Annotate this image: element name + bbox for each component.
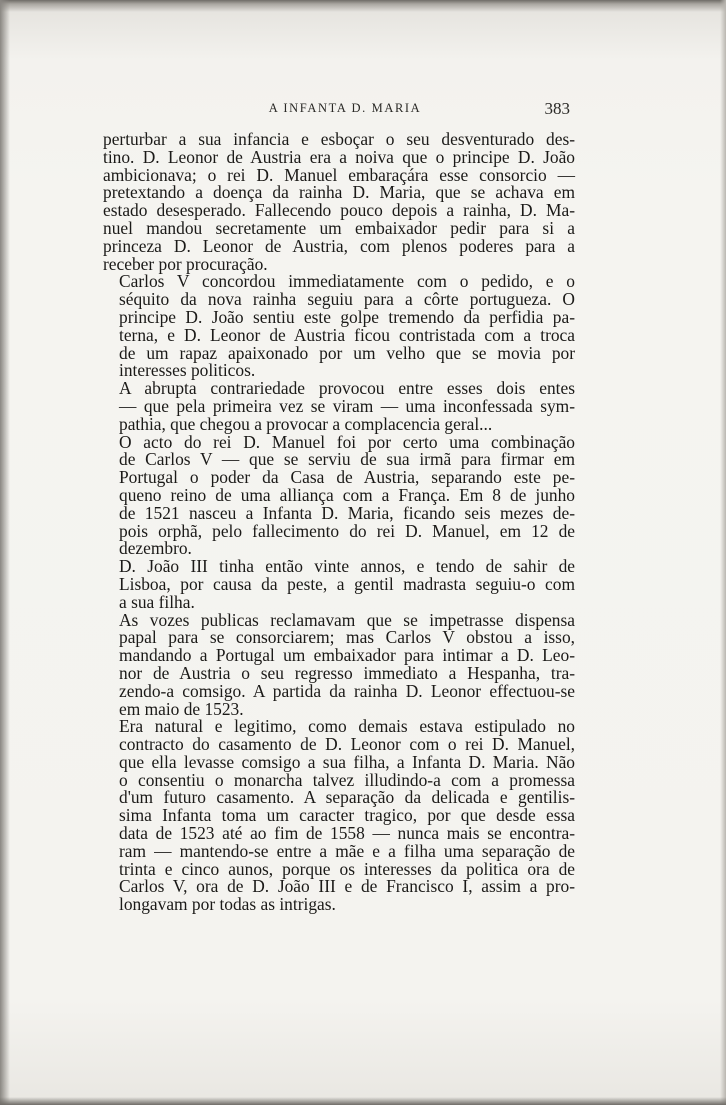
text-line: Lisboa, por causa da peste, a gentil madrasta seguiu-o com xyxy=(119,573,575,594)
text-line: O acto do rei D. Manuel foi por certo uma combinação xyxy=(119,431,575,452)
text-line: séquito da nova rainha seguiu para a côrte portugueza. O xyxy=(119,289,575,310)
scan-edge-left xyxy=(0,0,10,1105)
text-line: pois orphã, pelo fallecimento do rei D. Manuel, em 12 de xyxy=(119,520,575,541)
text-line: pathia, que chegou a provocar a complacencia geral... xyxy=(119,413,493,434)
scan-edge-top xyxy=(0,0,726,12)
text-line: tino. D. Leonor de Austria era a noiva que o principe D. João xyxy=(103,146,575,167)
text-line: D. João III tinha então vinte annos, e tendo de sahir de xyxy=(119,556,575,577)
text-line: — que pela primeira vez se viram — uma inconfessada sym- xyxy=(119,395,575,416)
text-line: contracto do casamento de D. Leonor com o rei D. Manuel, xyxy=(119,734,575,755)
paragraph xyxy=(103,609,575,719)
paragraph xyxy=(103,558,575,611)
text-line: estado desesperado. Fallecendo pouco depois a rainha, D. Ma- xyxy=(103,200,575,221)
text-line: As vozes publicas reclamavam que se impetrasse dispensa xyxy=(119,609,575,630)
running-title: A INFANTA D. MARIA xyxy=(268,101,422,115)
text-line: longavam por todas as intrigas. xyxy=(119,894,336,915)
scan-edge-right xyxy=(720,0,726,1105)
paragraph xyxy=(103,431,575,559)
text-line: o consentiu o monarcha talvez illudindo-a com a promessa xyxy=(119,769,575,790)
text-line: dezembro. xyxy=(119,538,192,559)
text-line: Carlos V, ora de D. João III e de Francisco I, assim a pro- xyxy=(119,876,575,897)
text-line: data de 1523 até ao fim de 1558 — nunca mais se encontra- xyxy=(119,823,575,844)
text-line: papal para se consorciarem; mas Carlos V obstou a isso, xyxy=(119,627,575,648)
text-line: de Carlos V — que se serviu de sua irmã para firmar em xyxy=(119,449,575,470)
text-line: em maio de 1523. xyxy=(119,698,244,719)
text-line: de um rapaz apaixonado por um velho que se movia por xyxy=(119,342,575,363)
text-line: nor de Austria o seu regresso immediato a Hespanha, tra- xyxy=(119,662,575,683)
text-line: terna, e D. Leonor de Austria ficou contristada com a troca xyxy=(119,324,575,345)
text-line: Era natural e legitimo, como demais estava estipulado no xyxy=(119,716,575,737)
text-line: interesses politicos. xyxy=(119,360,256,381)
text-line: de 1521 nasceu a Infanta D. Maria, ficando seis mezes de- xyxy=(119,502,575,523)
text-line: mandando a Portugal um embaixador para intimar a D. Leo- xyxy=(119,645,575,666)
text-line: Carlos V concordou immediatamente com o pedido, e o xyxy=(119,271,575,292)
text-line: A abrupta contrariedade provocou entre esses dois entes xyxy=(119,378,575,399)
text-line: princeza D. Leonor de Austria, com plenos poderes para a xyxy=(103,235,575,256)
text-line: principe D. João sentiu este golpe tremendo da perfidia pa- xyxy=(119,306,575,327)
text-line: d'um futuro casamento. A separação da delicada e gentilis- xyxy=(119,787,575,808)
text-line: queno reino de uma alliança com a França. Em 8 de junho xyxy=(119,484,575,505)
page-number: 383 xyxy=(544,99,570,118)
text-line: ambicionava; o rei D. Manuel embaraçára esse consorcio — xyxy=(103,164,575,185)
paragraph xyxy=(103,131,575,273)
paragraph xyxy=(103,718,575,914)
running-head xyxy=(0,99,726,119)
text-line: nuel mandou secretamente um embaixador pedir para si a xyxy=(103,217,575,238)
paragraph xyxy=(103,273,575,380)
text-line: perturbar a sua infancia e esboçar o seu desventurado des- xyxy=(103,129,575,149)
text-line: receber por procuração. xyxy=(103,253,268,274)
text-line: zendo-a comsigo. A partida da rainha D. Leonor effectuou-se xyxy=(119,680,575,701)
text-line: ram — mantendo-se entre a mãe e a filha uma separação de xyxy=(119,840,575,861)
text-line: sima Infanta toma um caracter tragico, por que desde essa xyxy=(119,805,575,826)
scan-edge-bottom xyxy=(0,1097,726,1105)
text-line: pretextando a doença da rainha D. Maria, que se achava em xyxy=(103,182,575,203)
body-text xyxy=(103,131,575,914)
paragraph xyxy=(103,380,575,433)
text-line: trinta e cinco aunos, porque os interesses da politica ora de xyxy=(119,858,575,879)
text-line: Portugal o poder da Casa de Austria, separando este pe- xyxy=(119,467,575,488)
text-line: que ella levasse comsigo a sua filha, a Infanta D. Maria. Não xyxy=(119,751,575,772)
text-line: a sua filha. xyxy=(119,591,195,612)
